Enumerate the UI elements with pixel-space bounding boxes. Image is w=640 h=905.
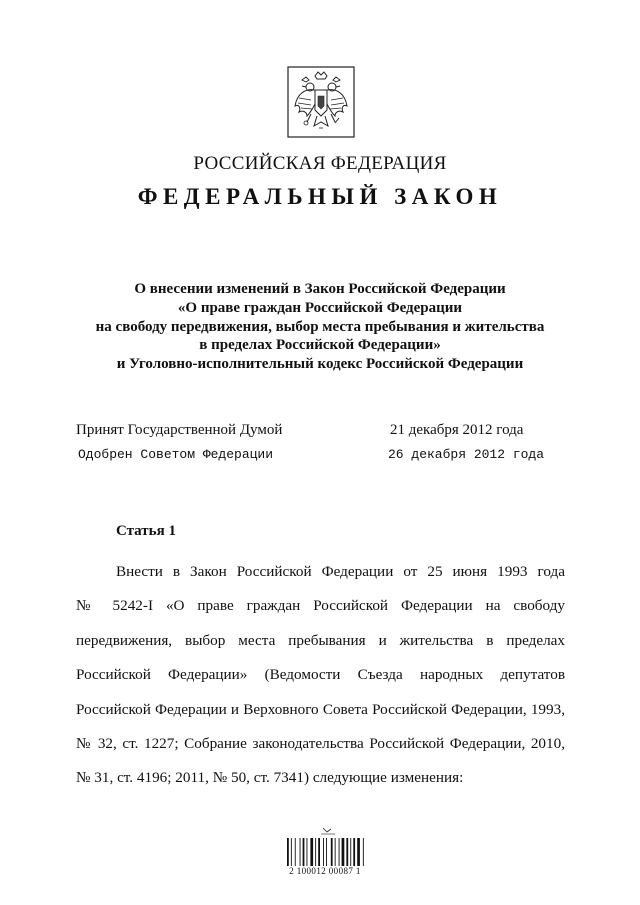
duma-adoption-date: 21 декабря 2012 года (390, 422, 524, 438)
law-title-line: «О праве граждан Российской Федерации (177, 299, 463, 316)
article-heading: Статья 1 (116, 523, 176, 539)
law-title-line: О внесении изменений в Закон Российской Федерации (134, 281, 506, 297)
coat-of-arms-icon (287, 66, 355, 138)
law-title-line: и Уголовно-исполнительный кодекс Российской Федерации (116, 356, 524, 373)
council-approval-date: 26 декабря 2012 года (388, 447, 545, 462)
article-line: № 5242-I «О праве граждан Российской Федерации на свободу (76, 597, 565, 615)
barcode-number: 2 100012 00087 1 (289, 866, 361, 876)
country-heading: РОССИЙСКАЯ ФЕДЕРАЦИЯ (193, 153, 447, 174)
law-title-line: на свободу передвижения, выбор места пребывания и жительства (95, 318, 545, 335)
law-title-line: в пределах Российской Федерации» (199, 337, 441, 354)
law-type-heading: ФЕДЕРАЛЬНЫЙ ЗАКОН (137, 184, 503, 209)
article-line: № 31, ст. 4196; 2011, № 50, ст. 7341) следующие изменения: (76, 769, 464, 787)
council-approval-label: Одобрен Советом Федерации (78, 447, 274, 462)
article-body (76, 555, 565, 796)
duma-adoption-label: Принят Государственной Думой (76, 422, 283, 438)
article-line: Российской Федерации» (Ведомости Съезда народных депутатов (76, 666, 565, 684)
article-line: Российской Федерации и Верховного Совета Российской Федерации, 1993, (76, 700, 565, 718)
law-title (0, 280, 640, 374)
article-line: передвижения, выбор места пребывания и жительства в пределах (76, 631, 565, 649)
article-line: № 32, ст. 1227; Собрание законодательства Российской Федерации, 2010, (76, 734, 565, 752)
article-line: Внести в Закон Российской Федерации от 25 июня 1993 года (116, 563, 565, 580)
